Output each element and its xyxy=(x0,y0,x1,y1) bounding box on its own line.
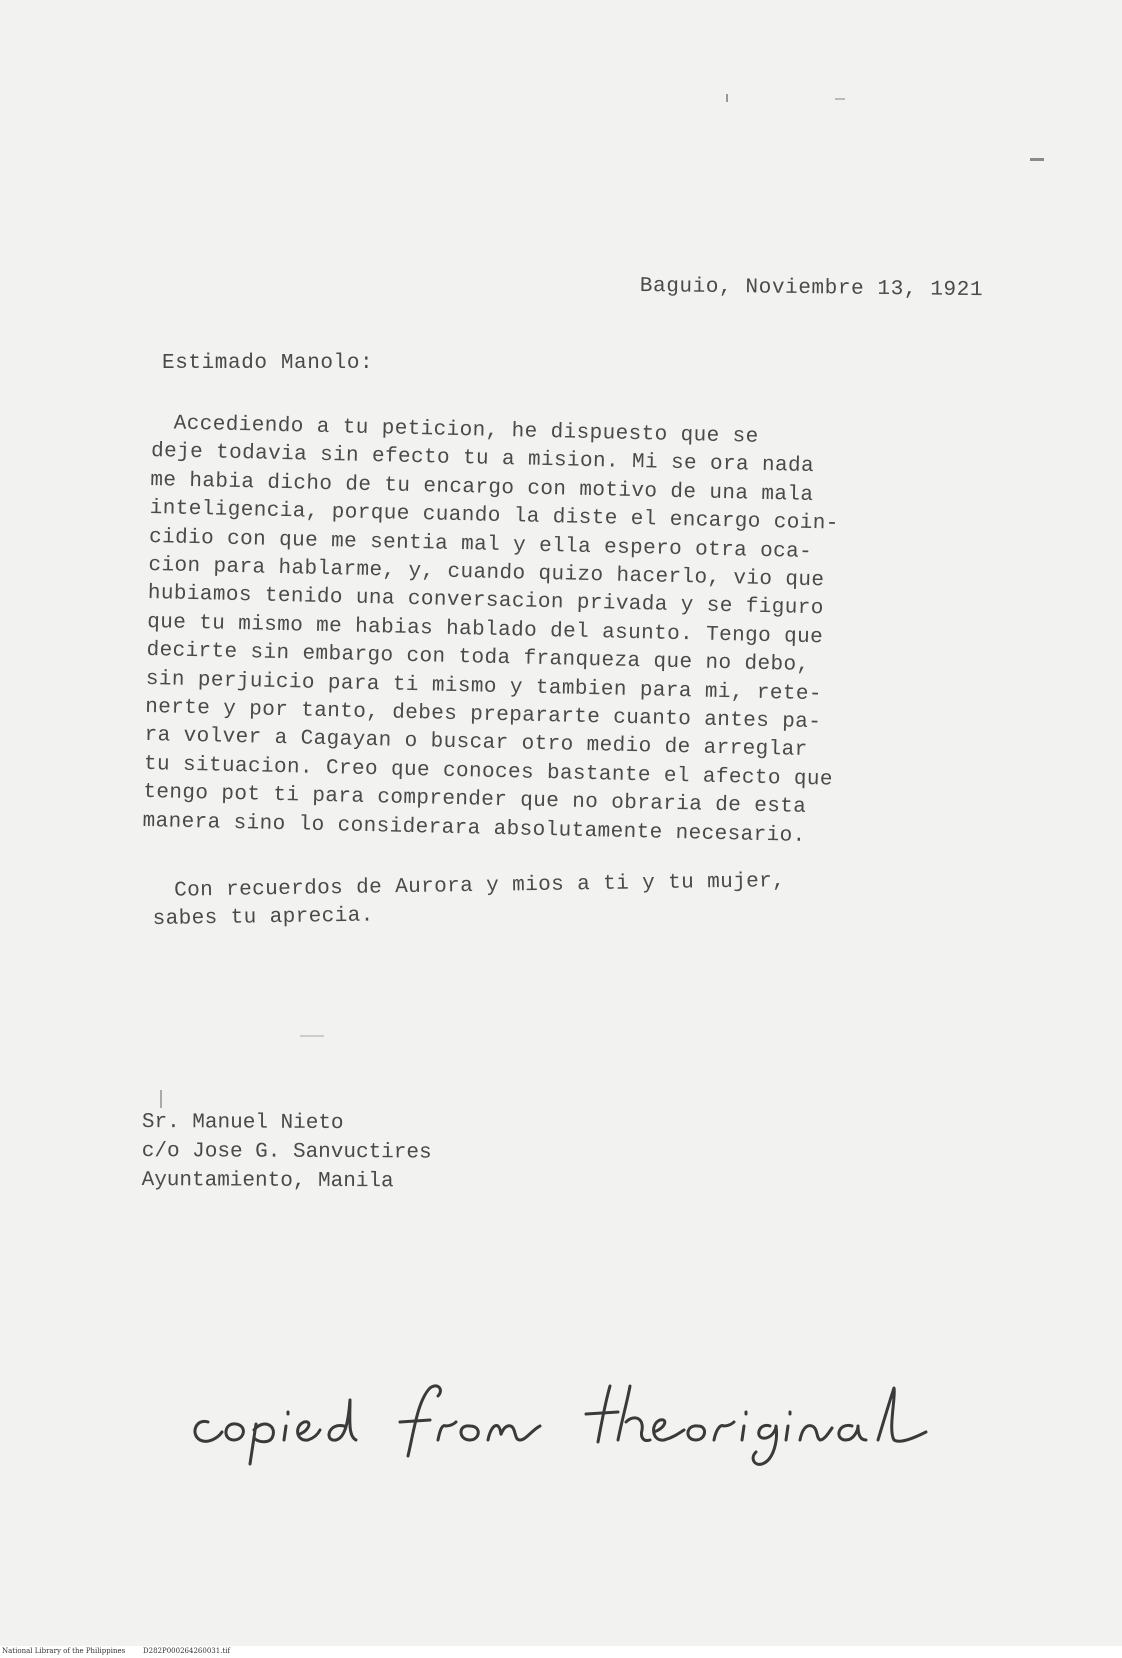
scan-mark xyxy=(835,98,845,100)
body-line: tu situacion. Creo que conoces bastante el afecto que xyxy=(143,752,834,792)
letter-salutation: Estimado Manolo: xyxy=(162,352,374,375)
body-line: cion para hablarme, y, cuando quizo hacerlo, vio que xyxy=(148,553,825,593)
address-line: c/o Jose G. Sanvuctires xyxy=(141,1139,432,1165)
body-line: tengo pot ti para comprender que no obraria de esta xyxy=(143,781,807,820)
scan-mark xyxy=(300,1035,324,1037)
letter-date: Baguio, Noviembre 13, 1921 xyxy=(639,275,984,303)
body-line: deje todavia sin efecto tu a mision. Mi se ora nada xyxy=(150,440,815,479)
footer-label xyxy=(2,1647,230,1655)
scan-mark xyxy=(160,1090,162,1108)
file-name: D282P000264260031.tif xyxy=(143,1647,231,1655)
body-line: Con recuerdos de Aurora y mios a ti y tu mujer, xyxy=(174,870,786,903)
body-line: ra volver a Cagayan o buscar otro medio de arreglar xyxy=(144,724,808,763)
archive-label: National Library of the Philippines xyxy=(2,1647,126,1655)
address-line: Ayuntamiento, Manila xyxy=(141,1168,394,1194)
body-line: nerte y por tanto, debes prepararte cuanto antes pa- xyxy=(144,695,822,735)
body-line: me habia dicho de tu encargo con motivo de una mala xyxy=(150,468,814,507)
body-line: sin perjuicio para ti mismo y tambien para mi, rete- xyxy=(145,667,823,706)
letter-body-paragraph-1 xyxy=(142,410,841,852)
body-line: inteligencia, porque cuando la diste el encargo coin- xyxy=(149,497,839,536)
scan-mark xyxy=(726,94,728,102)
body-line: manera sino lo considerara absolutamente necesario. xyxy=(142,809,806,848)
body-line: cidio con que me sentia mal y ella espero otra oca- xyxy=(148,525,813,564)
body-line: sabes tu aprecia. xyxy=(152,904,374,932)
letter-body-paragraph-2 xyxy=(152,868,786,935)
scan-mark xyxy=(1030,158,1044,161)
body-line: hubiamos tenido una conversacion privada y se figuro xyxy=(147,582,825,621)
body-line: que tu mismo me habias hablado del asunto. Tengo que xyxy=(146,610,824,650)
handwritten-note xyxy=(178,1360,958,1470)
address-line: Sr. Manuel Nieto xyxy=(141,1111,344,1136)
body-line: decirte sin embargo con toda franqueza que no debo, xyxy=(146,639,810,678)
recipient-address xyxy=(142,1108,432,1197)
body-line: Accediendo a tu peticion, he dispuesto que se xyxy=(173,412,759,449)
scan-footer xyxy=(0,1646,1122,1658)
